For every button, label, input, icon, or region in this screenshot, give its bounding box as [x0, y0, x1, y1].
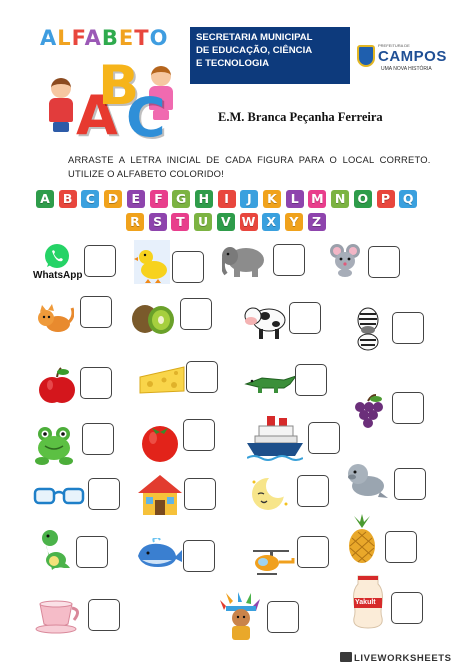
secretaria-banner: [190, 27, 350, 84]
liveworksheets-brand[interactable]: [340, 652, 452, 664]
letter-tile-s[interactable]: S: [149, 213, 167, 231]
yakult-picture: [350, 574, 386, 635]
ship-icon: [247, 416, 303, 462]
letter-tile-a[interactable]: A: [36, 190, 54, 208]
abc-letter-c: C: [126, 86, 166, 149]
letter-tile-n[interactable]: N: [331, 190, 349, 208]
tomato-picture: [138, 420, 182, 469]
letter-tile-e[interactable]: E: [127, 190, 145, 208]
indian-picture: [218, 592, 264, 647]
letter-tile-r[interactable]: R: [126, 213, 144, 231]
drop-slot-crocodile[interactable]: [295, 364, 327, 396]
alfabeto-logo: [40, 26, 180, 149]
frog-icon: [33, 424, 75, 466]
letter-tile-b[interactable]: B: [59, 190, 77, 208]
drop-slot-cheese[interactable]: [186, 361, 218, 393]
zebra-icon: [350, 306, 386, 352]
abc-letter-b: B: [98, 54, 140, 117]
drop-slot-apple[interactable]: [80, 367, 112, 399]
letter-tile-m[interactable]: M: [308, 190, 326, 208]
drop-slot-whale[interactable]: [183, 540, 215, 572]
letter-tile-u[interactable]: U: [194, 213, 212, 231]
elephant-picture: [222, 242, 270, 283]
grapes-icon: [350, 393, 386, 433]
drop-slot-kiwi[interactable]: [180, 298, 212, 330]
drop-slot-glasses[interactable]: [88, 478, 120, 510]
duck-picture: [134, 240, 170, 289]
letter-tile-v[interactable]: V: [217, 213, 235, 231]
drop-slot-cat[interactable]: [80, 296, 112, 328]
apple-icon: [38, 366, 76, 406]
alfabeto-title-letter: T: [134, 26, 150, 50]
drop-slot-seal[interactable]: [394, 468, 426, 500]
seal-picture: [344, 458, 388, 507]
campos-prefix: PREFEITURA DE: [378, 43, 410, 48]
instructions: [68, 153, 431, 181]
alfabeto-title: [40, 26, 168, 50]
letter-tile-y[interactable]: Y: [285, 213, 303, 231]
whatsapp-caption: WhatsApp: [33, 270, 83, 281]
letter-tile-i[interactable]: I: [218, 190, 236, 208]
letter-tile-j[interactable]: J: [240, 190, 258, 208]
duck-icon: [134, 240, 170, 284]
tomato-icon: [138, 420, 182, 464]
letter-tile-f[interactable]: F: [150, 190, 168, 208]
seal-icon: [344, 458, 388, 502]
apple-picture: [38, 366, 76, 411]
alfabeto-title-letter: L: [57, 26, 72, 50]
zebra-picture: [350, 306, 386, 357]
mouse-icon: [327, 243, 363, 277]
liveworksheets-label: LIVEWORKSHEETS: [354, 653, 452, 664]
house-picture: [136, 473, 184, 522]
kiwi-picture: [131, 302, 175, 341]
letter-tile-x[interactable]: X: [262, 213, 280, 231]
letter-tile-h[interactable]: H: [195, 190, 213, 208]
drop-slot-tomato[interactable]: [183, 419, 215, 451]
kiwi-icon: [131, 302, 175, 336]
whatsapp-picture: [33, 241, 81, 285]
boy-figure: [48, 78, 74, 132]
mouse-picture: [327, 243, 363, 282]
glasses-icon: [33, 486, 85, 506]
dinosaur-icon: [34, 528, 74, 572]
cow-picture: [243, 300, 289, 345]
crocodile-picture: [244, 372, 296, 399]
drop-slot-mouse[interactable]: [368, 246, 400, 278]
school-name: E.M. Branca Peçanha Ferreira: [218, 110, 383, 124]
helicopter-picture: [249, 548, 295, 581]
alfabeto-title-letter: A: [40, 26, 58, 50]
frog-picture: [33, 424, 75, 471]
cheese-icon: [138, 363, 186, 397]
crocodile-icon: [244, 372, 296, 394]
indian-icon: [218, 592, 264, 642]
drop-slot-indian[interactable]: [267, 601, 299, 633]
helicopter-icon: [249, 548, 295, 576]
cup-icon: [34, 600, 84, 634]
whale-picture: [136, 538, 184, 575]
drop-slot-zebra[interactable]: [392, 312, 424, 344]
drop-slot-dinosaur[interactable]: [76, 536, 108, 568]
drop-slot-duck[interactable]: [172, 251, 204, 283]
cheese-picture: [138, 363, 186, 402]
drop-slot-grapes[interactable]: [392, 392, 424, 424]
drop-slot-elephant[interactable]: [273, 244, 305, 276]
pineapple-icon: [344, 514, 380, 564]
yakult-label: Yakult: [355, 599, 376, 606]
drop-slot-cow[interactable]: [289, 302, 321, 334]
secretaria-line-1: SECRETARIA MUNICIPAL: [196, 32, 313, 43]
glasses-picture: [33, 486, 85, 511]
letter-tile-l[interactable]: L: [286, 190, 304, 208]
liveworksheets-logo-icon: [340, 652, 352, 662]
house-icon: [136, 473, 184, 517]
cat-picture: [36, 304, 74, 339]
alfabeto-title-letter: F: [71, 26, 85, 50]
secretaria-line-3: E TECNOLOGIA: [196, 58, 270, 69]
drop-slot-yakult[interactable]: [391, 592, 423, 624]
abc-letter-a: A: [76, 84, 118, 147]
grapes-picture: [350, 393, 386, 438]
alfabeto-title-letter: B: [101, 26, 119, 50]
alfabeto-title-letter: A: [84, 26, 102, 50]
cup-picture: [34, 600, 84, 639]
instruction-line-1: ARRASTE A LETRA INICIAL DE CADA FIGURA PARA O LOCAL CORRETO.: [68, 154, 431, 165]
instruction-line-2: UTILIZE O ALFABETO COLORIDO!: [68, 168, 224, 179]
letter-tile-p[interactable]: P: [377, 190, 395, 208]
campos-tagline: UMA NOVA HISTÓRIA: [381, 66, 432, 72]
cat-icon: [36, 304, 74, 334]
letter-tile-d[interactable]: D: [104, 190, 122, 208]
pineapple-picture: [344, 514, 380, 569]
letter-tile-c[interactable]: C: [81, 190, 99, 208]
letter-tile-t[interactable]: T: [171, 213, 189, 231]
letter-tile-g[interactable]: G: [172, 190, 190, 208]
letter-tile-o[interactable]: O: [354, 190, 372, 208]
campos-emblem-icon: [357, 45, 375, 67]
alfabeto-title-letter: O: [149, 26, 169, 50]
moon-picture: [248, 474, 292, 517]
drop-slot-frog[interactable]: [82, 423, 114, 455]
drop-slot-pineapple[interactable]: [385, 531, 417, 563]
letter-tile-z[interactable]: Z: [308, 213, 326, 231]
letter-tile-w[interactable]: W: [240, 213, 258, 231]
campos-name: CAMPOS: [378, 48, 447, 65]
letter-tile-q[interactable]: Q: [399, 190, 417, 208]
ship-picture: [247, 416, 303, 467]
drop-slot-ship[interactable]: [308, 422, 340, 454]
secretaria-line-2: DE EDUCAÇÃO, CIÊNCIA: [196, 45, 313, 56]
dinosaur-picture: [34, 528, 74, 577]
drop-slot-whatsapp[interactable]: [84, 245, 116, 277]
elephant-icon: [222, 242, 270, 278]
letter-tile-k[interactable]: K: [263, 190, 281, 208]
whale-icon: [136, 538, 184, 570]
cow-icon: [243, 300, 289, 340]
campos-logo: [357, 43, 447, 73]
moon-icon: [248, 474, 292, 512]
drop-slot-house[interactable]: [184, 478, 216, 510]
alfabeto-title-letter: E: [118, 26, 135, 50]
drop-slot-cup[interactable]: [88, 599, 120, 631]
drop-slot-moon[interactable]: [297, 475, 329, 507]
drop-slot-helicopter[interactable]: [297, 536, 329, 568]
